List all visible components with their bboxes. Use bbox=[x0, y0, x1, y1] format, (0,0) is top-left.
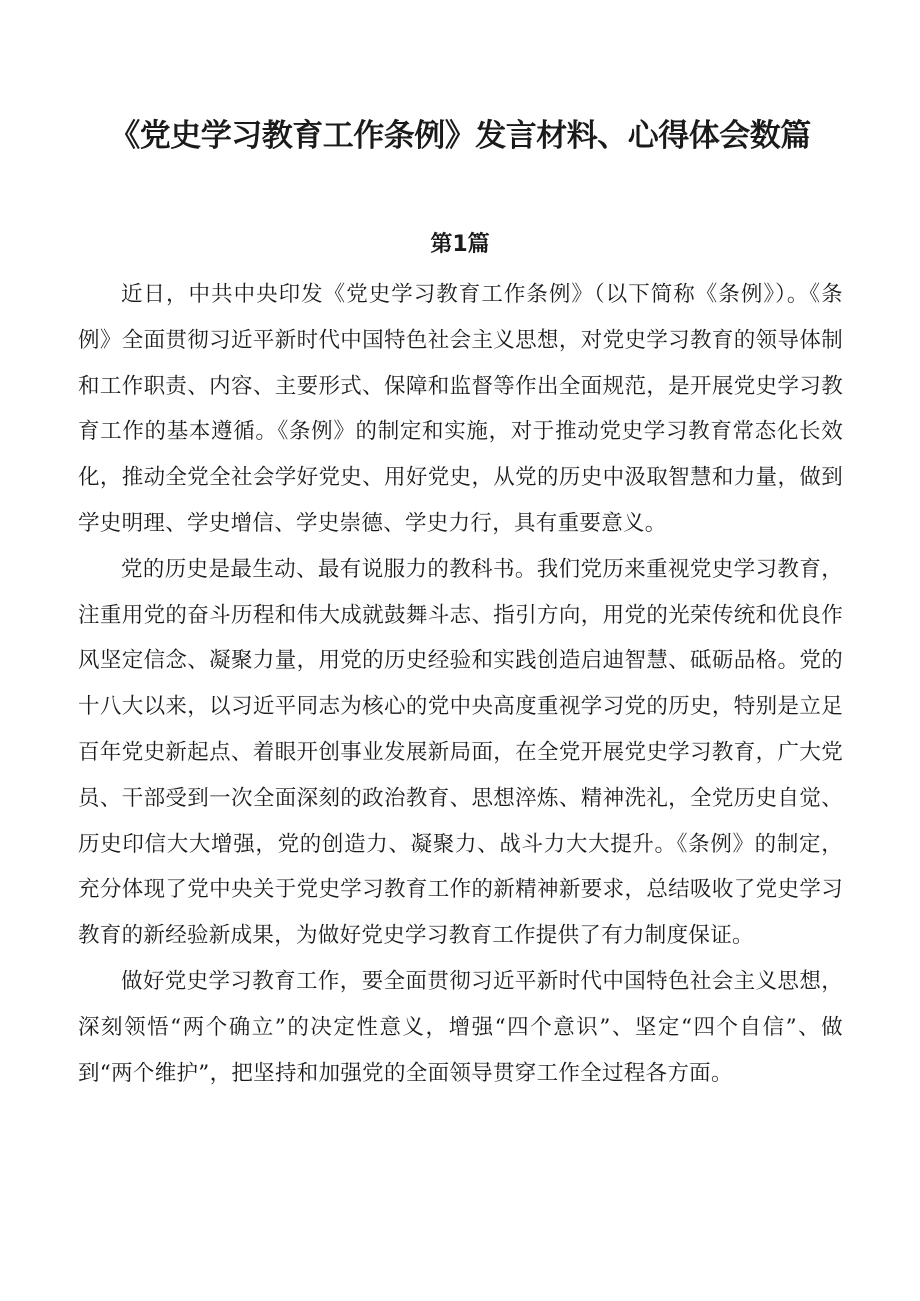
document-body bbox=[78, 272, 843, 1096]
section-heading: 第1篇 bbox=[430, 232, 490, 257]
paragraph: 做好党史学习教育工作，要全面贯彻习近平新时代中国特色社会主义思想，深刻领悟“两个确立”的决定性意义，增强“四个意识”、坚定“四个自信”、做到“两个维护”，把坚持和加强党的全面领导贯穿工作全过程各方面。 bbox=[78, 968, 843, 1086]
paragraph: 党的历史是最生动、最有说服力的教科书。我们党历来重视党史学习教育，注重用党的奋斗历程和伟大成就鼓舞斗志、指引方向，用党的光荣传统和优良作风坚定信念、凝聚力量，用党的历史经验和实践创造启迪智慧、砥砺品格。党的十八大以来，以习近平同志为核心的党中央高度重视学习党的历史，特别是立足百年党史新起点、着眼开创事业发展新局面，在全党开展党史学习教育，广大党员、干部受到一次全面深刻的政治教育、思想淬炼、精神洗礼，全党历史自觉、历史印信大大增强，党的创造力、凝聚力、战斗力大大提升。《条例》的制定，充分体现了党中央关于党史学习教育工作的新精神新要求，总结吸收了党史学习教育的新经验新成果，为做好党史学习教育工作提供了有力制度保证。 bbox=[78, 556, 843, 949]
paragraph: 近日，中共中央印发《党史学习教育工作条例》（以下简称《条例》）。《条例》全面贯彻习近平新时代中国特色社会主义思想，对党史学习教育的领导体制和工作职责、内容、主要形式、保障和监督等作出全面规范，是开展党史学习教育工作的基本遵循。《条例》的制定和实施，对于推动党史学习教育常态化长效化，推动全党全社会学好党史、用好党史，从党的历史中汲取智慧和力量，做到学史明理、学史增信、学史崇德、学史力行，具有重要意义。 bbox=[78, 282, 843, 536]
document-title: 《党史学习教育工作条例》发言材料、心得体会数篇 bbox=[109, 118, 811, 154]
